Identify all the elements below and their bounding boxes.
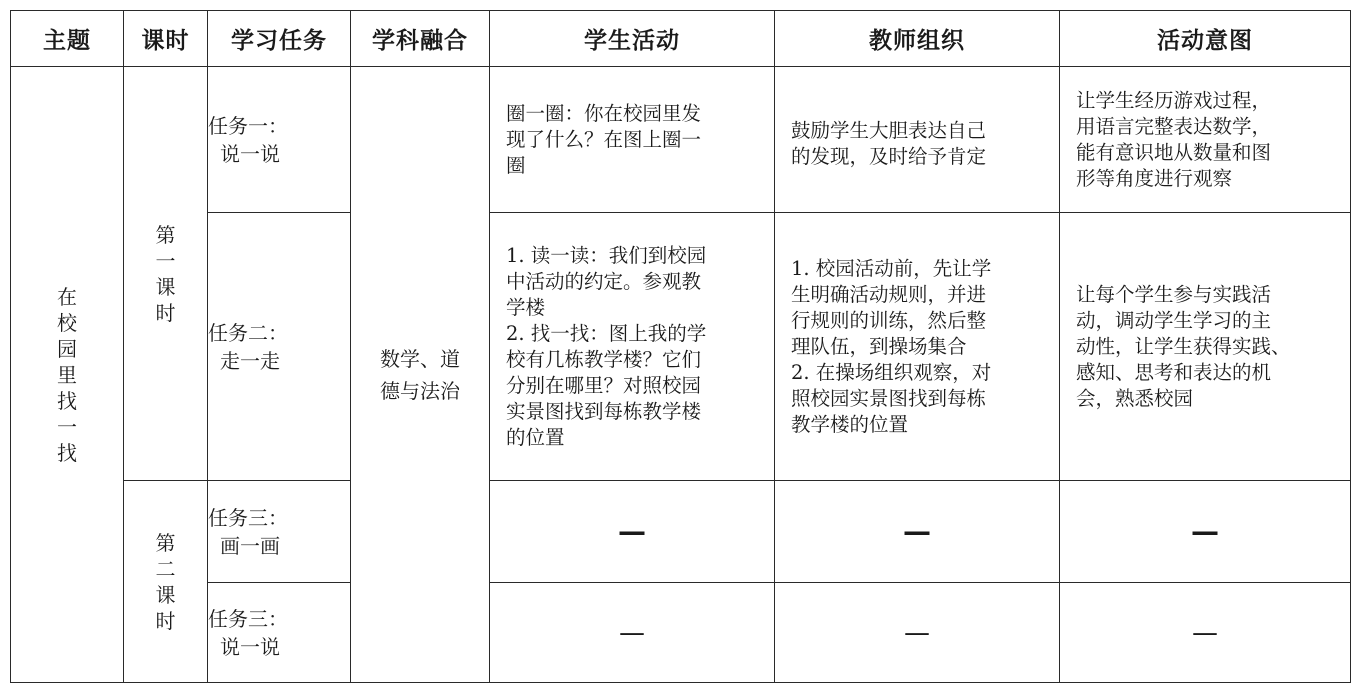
text-line: 的发现，及时给予肯定 — [791, 144, 987, 168]
theme-name: 在校园里找一找 — [57, 284, 77, 465]
table-row — [11, 213, 1351, 481]
header-task: 学习任务 — [208, 11, 351, 67]
task-name: 画一画 — [220, 533, 280, 558]
header-row — [11, 11, 1351, 67]
text-line: 圈一圈：你在校园里发 — [506, 101, 702, 125]
text-line: 形等角度进行观察 — [1076, 166, 1233, 190]
text-line: 2. 找一找：图上我的学 — [506, 321, 707, 345]
activity-intent-cell: — — [1060, 481, 1351, 583]
student-activity-cell: — — [490, 583, 775, 683]
lesson-plan-table — [10, 10, 1351, 683]
student-activity-cell — [490, 67, 775, 213]
text-line: 让学生经历游戏过程， — [1076, 88, 1272, 112]
text-line: 照校园实景图找到每栋 — [791, 386, 987, 410]
header-period: 课时 — [124, 11, 208, 67]
teacher-organization-cell — [775, 213, 1060, 481]
theme-cell — [11, 67, 124, 683]
text-line: 校有几栋教学楼？它们 — [506, 347, 702, 371]
text-line: 1. 校园活动前，先让学 — [791, 256, 992, 280]
task-name: 说一说 — [220, 634, 280, 659]
period-cell-first — [124, 67, 208, 481]
text-line: 圈 — [506, 153, 526, 177]
task-number: 任务三： — [208, 505, 288, 530]
period-cell-second — [124, 481, 208, 683]
text-line: 行规则的训练，然后整 — [791, 308, 987, 332]
task-name: 走一走 — [220, 348, 280, 373]
task-cell — [208, 481, 351, 583]
header-subject: 学科融合 — [351, 11, 490, 67]
text-line: 理队伍，到操场集合 — [791, 334, 967, 358]
text-line: 分别在哪里？对照校园 — [506, 373, 702, 397]
text-line: 动，调动学生学习的主 — [1076, 308, 1272, 332]
text-line: 现了什么？在图上圈一 — [506, 127, 702, 151]
table-row — [11, 481, 1351, 583]
text-line: 中活动的约定。参观教 — [506, 269, 702, 293]
teacher-organization-cell: — — [775, 583, 1060, 683]
text-line: 的位置 — [506, 425, 565, 449]
task-name: 说一说 — [220, 141, 280, 166]
text-line: 2. 在操场组织观察，对 — [791, 360, 992, 384]
header-theme: 主题 — [11, 11, 124, 67]
text-line: 动性，让学生获得实践、 — [1076, 334, 1291, 358]
text-line: 实景图找到每栋教学楼 — [506, 399, 702, 423]
activity-intent-cell — [1060, 67, 1351, 213]
text-line: 生明确活动规则，并进 — [791, 282, 987, 306]
text-line: 能有意识地从数量和图 — [1076, 140, 1272, 164]
subject-fusion-line1: 数学、道 — [380, 346, 460, 371]
student-activity-cell — [490, 213, 775, 481]
task-cell — [208, 67, 351, 213]
header-teacher-organization: 教师组织 — [775, 11, 1060, 67]
task-number: 任务一： — [208, 113, 288, 138]
activity-intent-cell — [1060, 213, 1351, 481]
text-line: 鼓励学生大胆表达自己 — [791, 118, 987, 142]
period-first-label: 第一课时 — [155, 222, 176, 325]
subject-fusion-cell — [351, 67, 490, 683]
header-student-activity: 学生活动 — [490, 11, 775, 67]
header-activity-intent: 活动意图 — [1060, 11, 1351, 67]
task-cell — [208, 583, 351, 683]
text-line: 1. 读一读：我们到校园 — [506, 243, 707, 267]
period-second-label: 第二课时 — [155, 530, 176, 633]
teacher-organization-cell — [775, 67, 1060, 213]
text-line: 让每个学生参与实践活 — [1076, 282, 1272, 306]
text-line: 会，熟悉校园 — [1076, 386, 1194, 410]
text-line: 用语言完整表达数学， — [1076, 114, 1272, 138]
text-line: 教学楼的位置 — [791, 412, 909, 436]
table-row — [11, 583, 1351, 683]
task-cell — [208, 213, 351, 481]
activity-intent-cell: — — [1060, 583, 1351, 683]
text-line: 学楼 — [506, 295, 546, 319]
text-line: 感知、思考和表达的机 — [1076, 360, 1272, 384]
table-row — [11, 67, 1351, 213]
task-number: 任务二： — [208, 320, 288, 345]
task-number: 任务三： — [208, 606, 288, 631]
subject-fusion-line2: 德与法治 — [380, 378, 460, 403]
teacher-organization-cell: — — [775, 481, 1060, 583]
student-activity-cell: — — [490, 481, 775, 583]
